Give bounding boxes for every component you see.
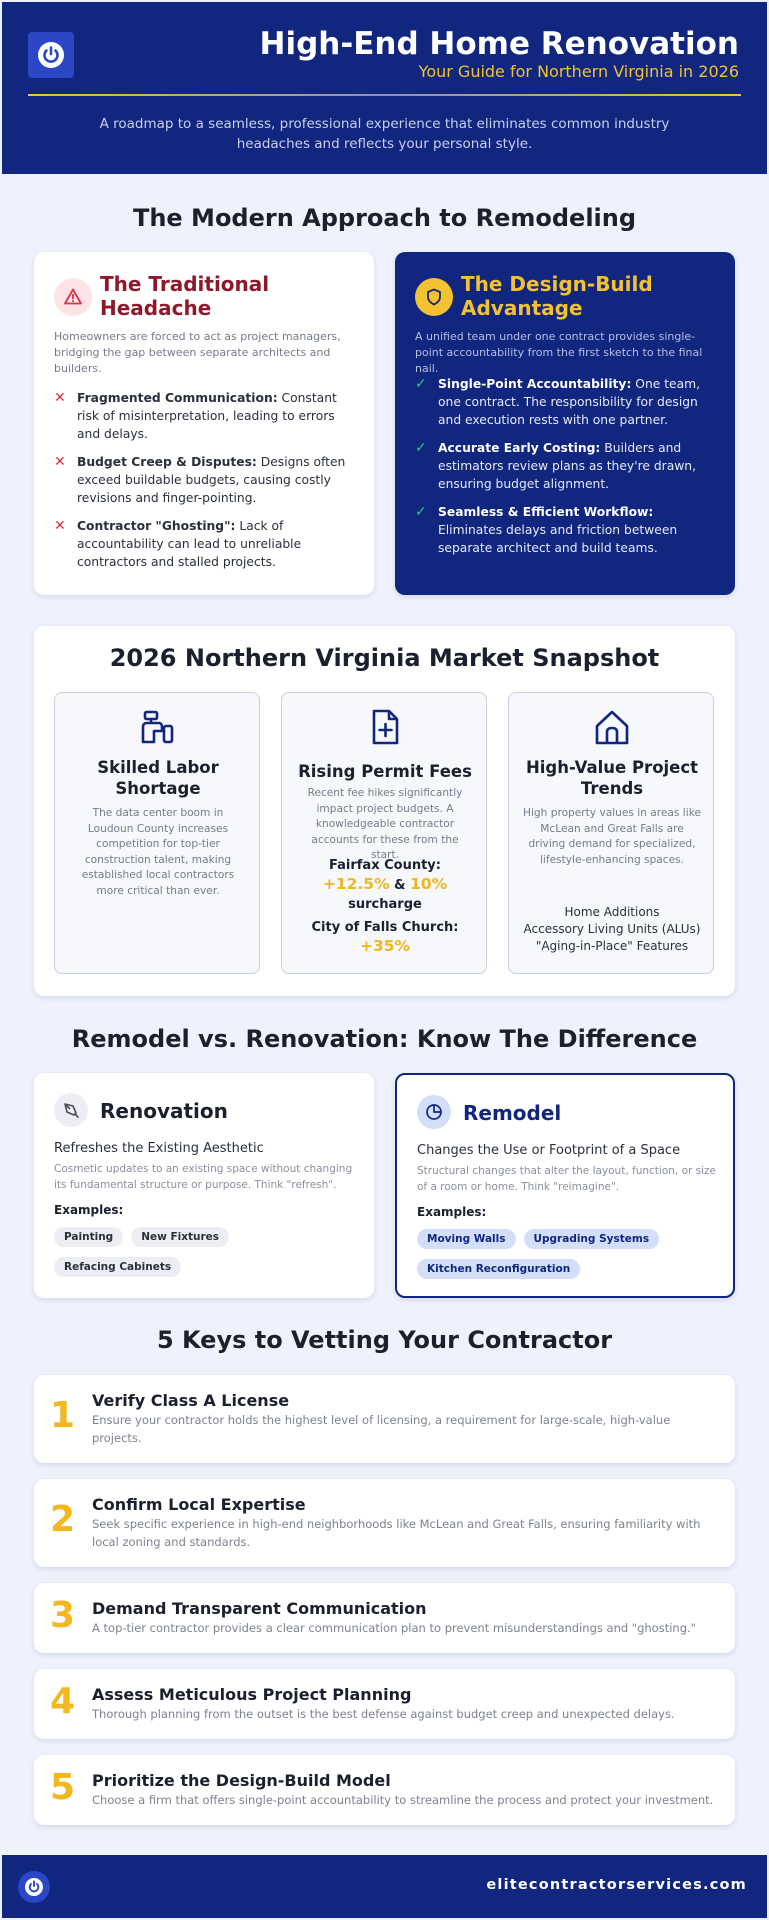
key-card-4 bbox=[34, 1669, 735, 1739]
permit-fees-panel bbox=[281, 692, 487, 974]
check-icon: ✓ bbox=[415, 376, 427, 392]
permit-text: Recent fee hikes significantly impact project budgets. A knowledgeable contractor accounts for these from the start. bbox=[307, 787, 463, 861]
examples-label: Examples: bbox=[54, 1203, 124, 1217]
design-build-description: A unified team under one contract provides single-point accountability from the first sketch to the final nail. bbox=[415, 330, 703, 375]
key-number: 3 bbox=[50, 1595, 76, 1636]
key-card-3 bbox=[34, 1583, 735, 1653]
x-icon: ✕ bbox=[54, 390, 66, 406]
key-title: Demand Transparent Communication bbox=[92, 1599, 427, 1618]
key-title: Prioritize the Design-Build Model bbox=[92, 1771, 391, 1790]
permit-title: Rising Permit Fees bbox=[298, 762, 472, 781]
keys-section-title: 5 Keys to Vetting Your Contractor bbox=[156, 1326, 613, 1354]
traditional-list bbox=[54, 389, 359, 581]
market-snapshot-card bbox=[34, 626, 735, 996]
key-text: Thorough planning from the outset is the best defense against budget creep and unexpected delays. bbox=[92, 1707, 675, 1721]
list-item bbox=[415, 503, 720, 557]
list-item bbox=[415, 375, 720, 429]
remodel-title: Remodel bbox=[463, 1101, 562, 1125]
header-banner bbox=[2, 2, 767, 174]
list-item: Accessory Living Units (ALUs) bbox=[523, 922, 701, 936]
x-icon: ✕ bbox=[54, 454, 66, 470]
header-intro: A roadmap to a seamless, professional experience that eliminates common industry headaches and reflects your personal style. bbox=[99, 116, 670, 152]
fairfax-label: Fairfax County: bbox=[329, 858, 441, 873]
warning-icon bbox=[54, 278, 92, 316]
falls-church-label: City of Falls Church: bbox=[311, 920, 459, 935]
key-card-2 bbox=[34, 1479, 735, 1567]
page-title: High-End Home Renovation bbox=[259, 26, 739, 62]
list-item: Home Additions bbox=[564, 905, 660, 919]
project-trends-panel bbox=[508, 692, 714, 974]
renovation-title: Renovation bbox=[100, 1099, 228, 1123]
fairfax-values bbox=[290, 875, 480, 895]
power-icon[interactable] bbox=[28, 32, 74, 78]
key-text: Choose a firm that offers single-point accountability to streamline the process and protect your investment. bbox=[92, 1793, 714, 1807]
design-build-title: The Design-Build Advantage bbox=[461, 272, 653, 320]
item-text: Constant risk of misinterpretation, leading to errors and delays. bbox=[77, 391, 337, 441]
traditional-description: Homeowners are forced to act as project managers, bridging the gap between separate architects and builders. bbox=[54, 330, 341, 375]
list-item bbox=[415, 439, 720, 493]
difference-section-title: Remodel vs. Renovation: Know The Difference bbox=[71, 1025, 698, 1053]
traditional-card bbox=[34, 252, 374, 595]
example-tag: Kitchen Reconfiguration bbox=[417, 1259, 580, 1279]
key-title: Assess Meticulous Project Planning bbox=[92, 1685, 412, 1704]
key-number: 2 bbox=[50, 1499, 76, 1540]
fairfax-stat bbox=[290, 856, 480, 914]
item-label: Fragmented Communication: bbox=[77, 391, 278, 405]
example-tag: New Fixtures bbox=[131, 1227, 229, 1247]
header-divider bbox=[28, 94, 741, 96]
traditional-title: The Traditional Headache bbox=[100, 272, 270, 320]
item-text: One team, one contract. The responsibility for design and execution rests with one partner. bbox=[438, 377, 701, 427]
key-card-1 bbox=[34, 1375, 735, 1463]
amp-text: & bbox=[389, 878, 411, 893]
check-icon: ✓ bbox=[415, 504, 427, 520]
example-tag: Upgrading Systems bbox=[524, 1229, 660, 1249]
item-text: Designs often exceed buildable budgets, causing costly revisions and finger-pointing. bbox=[77, 455, 346, 505]
trends-list bbox=[517, 904, 707, 955]
key-title: Verify Class A License bbox=[92, 1391, 290, 1410]
example-tag: Painting bbox=[54, 1227, 123, 1247]
examples-label: Examples: bbox=[417, 1205, 487, 1219]
key-number: 5 bbox=[50, 1767, 76, 1808]
fairfax-low-value: +12.5% bbox=[322, 875, 390, 893]
item-label: Accurate Early Costing: bbox=[438, 441, 601, 455]
falls-church-value: +35% bbox=[359, 937, 411, 955]
labor-text: The data center boom in Loudoun County increases competition for top-tier construction talent, making established local contractors more critical than ever. bbox=[81, 807, 235, 897]
trends-title: High-Value Project Trends bbox=[525, 758, 699, 798]
example-tag: Refacing Cabinets bbox=[54, 1257, 181, 1277]
brush-icon bbox=[54, 1093, 88, 1127]
key-number: 1 bbox=[50, 1395, 76, 1436]
key-title: Confirm Local Expertise bbox=[92, 1495, 306, 1514]
design-build-list bbox=[415, 375, 720, 567]
x-icon: ✕ bbox=[54, 518, 66, 534]
power-icon[interactable] bbox=[18, 1871, 50, 1903]
approach-section-title: The Modern Approach to Remodeling bbox=[132, 204, 637, 232]
market-section-title: 2026 Northern Virginia Market Snapshot bbox=[109, 644, 660, 672]
renovation-description: Cosmetic updates to an existing space without changing its fundamental structure or purpose. Think "refresh". bbox=[54, 1163, 353, 1191]
surcharge-label: surcharge bbox=[348, 897, 422, 912]
check-icon: ✓ bbox=[415, 440, 427, 456]
document-plus-icon bbox=[365, 707, 405, 747]
renovation-examples bbox=[54, 1225, 359, 1285]
page bbox=[2, 2, 767, 1918]
item-label: Seamless & Efficient Workflow: bbox=[438, 505, 654, 519]
item-label: Single-Point Accountability: bbox=[438, 377, 632, 391]
list-item bbox=[54, 389, 359, 443]
labor-title: Skilled Labor Shortage bbox=[97, 758, 219, 798]
design-build-card bbox=[395, 252, 735, 595]
shield-icon bbox=[415, 278, 453, 316]
list-item bbox=[54, 453, 359, 507]
footer bbox=[2, 1855, 767, 1918]
tools-icon bbox=[138, 707, 178, 747]
labor-shortage-panel bbox=[54, 692, 260, 974]
remodel-examples bbox=[417, 1227, 722, 1287]
item-text: Eliminates delays and friction between separate architect and build teams. bbox=[438, 523, 678, 555]
list-item: "Aging-in-Place" Features bbox=[535, 939, 689, 953]
house-icon bbox=[592, 707, 632, 747]
page-subtitle: Your Guide for Northern Virginia in 2026 bbox=[418, 62, 739, 81]
key-card-5 bbox=[34, 1755, 735, 1825]
remodel-card bbox=[395, 1073, 735, 1298]
key-text: Seek specific experience in high-end neighborhoods like McLean and Great Falls, ensuring familiarity with local zoning and standards. bbox=[92, 1517, 701, 1549]
renovation-subtitle: Refreshes the Existing Aesthetic bbox=[54, 1141, 264, 1156]
item-label: Budget Creep & Disputes: bbox=[77, 455, 257, 469]
website-link[interactable]: elitecontractorservices.com bbox=[486, 1877, 747, 1893]
item-label: Contractor "Ghosting": bbox=[77, 519, 236, 533]
pie-chart-icon bbox=[417, 1095, 451, 1129]
falls-church-stat bbox=[290, 918, 480, 956]
remodel-subtitle: Changes the Use or Footprint of a Space bbox=[417, 1143, 681, 1158]
renovation-card bbox=[34, 1073, 374, 1298]
list-item bbox=[54, 517, 359, 571]
trends-text: High property values in areas like McLean and Great Falls are driving demand for specialized, lifestyle-enhancing spaces. bbox=[523, 807, 701, 866]
example-tag: Moving Walls bbox=[417, 1229, 516, 1249]
remodel-description: Structural changes that alter the layout, function, or size of a room or home. Think "reimagine". bbox=[417, 1165, 717, 1193]
key-number: 4 bbox=[50, 1681, 76, 1722]
item-text: Builders and estimators review plans as they're drawn, ensuring budget alignment. bbox=[438, 441, 696, 491]
item-text: Lack of accountability can lead to unreliable contractors and stalled projects. bbox=[77, 519, 302, 569]
key-text: A top-tier contractor provides a clear communication plan to prevent misunderstandings and "ghosting." bbox=[92, 1621, 696, 1635]
fairfax-high-value: 10% bbox=[410, 875, 448, 893]
key-text: Ensure your contractor holds the highest level of licensing, a requirement for large-scale, high-value projects. bbox=[92, 1413, 671, 1445]
